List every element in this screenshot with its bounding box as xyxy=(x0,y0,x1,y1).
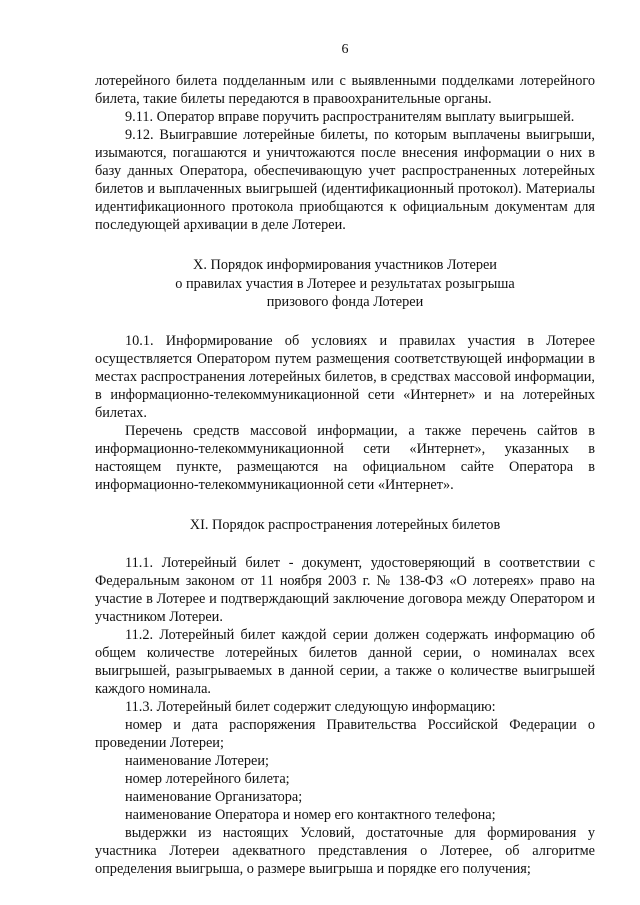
section-heading-x xyxy=(95,256,595,312)
paragraph-media-list: Перечень средств массовой информации, а также перечень сайтов в информационно-телекоммуникационной сети «Интернет», указанных в настоящем пункте, размещаются на официальном сайте Оператора в информационно-телекоммуникационной сети «Интернет». xyxy=(95,422,595,493)
paragraph-9-11: 9.11. Оператор вправе поручить распространителям выплату выигрышей. xyxy=(125,109,575,125)
section-heading-x-line-2: о правилах участия в Лотерее и результатах розыгрыша xyxy=(175,275,515,292)
paragraph-10-1: 10.1. Информирование об условиях и правилах участия в Лотерее осуществляется Оператором путем размещения соответствующей информации в местах распространения лотерейных билетов, в средствах массовой информации, в информационно-телекоммуникационной сети «Интернет» и на лотерейных билетах. xyxy=(95,332,595,421)
paragraph-11-2: 11.2. Лотерейный билет каждой серии должен содержать информацию об общем количестве лотерейных билетов данной серии, о номиналах всех выигрышей, разыгрываемых в данной серии, а также о количестве выигрышей каждого номинала. xyxy=(95,627,595,697)
page-number: 6 xyxy=(341,42,349,57)
paragraph-9-12: 9.12. Выигравшие лотерейные билеты, по которым выплачены выигрыши, изымаются, погашаются и уничтожаются после внесения информации о них в базу данных Оператора, обеспечивающую учет распространенных лотерейных билетов и выплаченных выигрышей (идентификационный протокол). Материалы идентификационного протокола приобщаются к официальным документам для последующей архивации в деле Лотереи. xyxy=(95,127,595,233)
paragraph-11-3: 11.3. Лотерейный билет содержит следующую информацию: xyxy=(125,699,496,715)
list-item-excerpts: выдержки из настоящих Условий, достаточные для формирования у участника Лотереи адекватного представления о Лотерее, об алгоритме определения выигрыша, о размере выигрыша и порядке его получения; xyxy=(95,825,595,877)
section-heading-xi: XI. Порядок распространения лотерейных билетов xyxy=(189,516,501,533)
list-item-decree: номер и дата распоряжения Правительства Российской Федерации о проведении Лотереи; xyxy=(95,717,595,751)
list-item-operator: наименование Оператора и номер его контактного телефона; xyxy=(125,807,496,823)
section-heading-x-line-1: X. Порядок информирования участников Лотереи xyxy=(193,257,497,273)
list-item-lottery-name: наименование Лотереи; xyxy=(125,753,269,769)
section-heading-x-line-3: призового фонда Лотереи xyxy=(266,294,424,310)
list-item-ticket-number: номер лотерейного билета; xyxy=(125,771,290,787)
paragraph-11-1: 11.1. Лотерейный билет - документ, удостоверяющий в соответствии с Федеральным законом от 11 ноября 2003 г. № 138-ФЗ «О лотереях» право на участие в Лотерее и подтверждающий заключение договора между Оператором и участником Лотереи. xyxy=(95,555,595,625)
paragraph-continuation: лотерейного билета подделанным или с выявленными подделками лотерейного билета, такие билеты передаются в правоохранительные органы. xyxy=(95,73,595,107)
list-item-organizer: наименование Организатора; xyxy=(125,789,303,805)
